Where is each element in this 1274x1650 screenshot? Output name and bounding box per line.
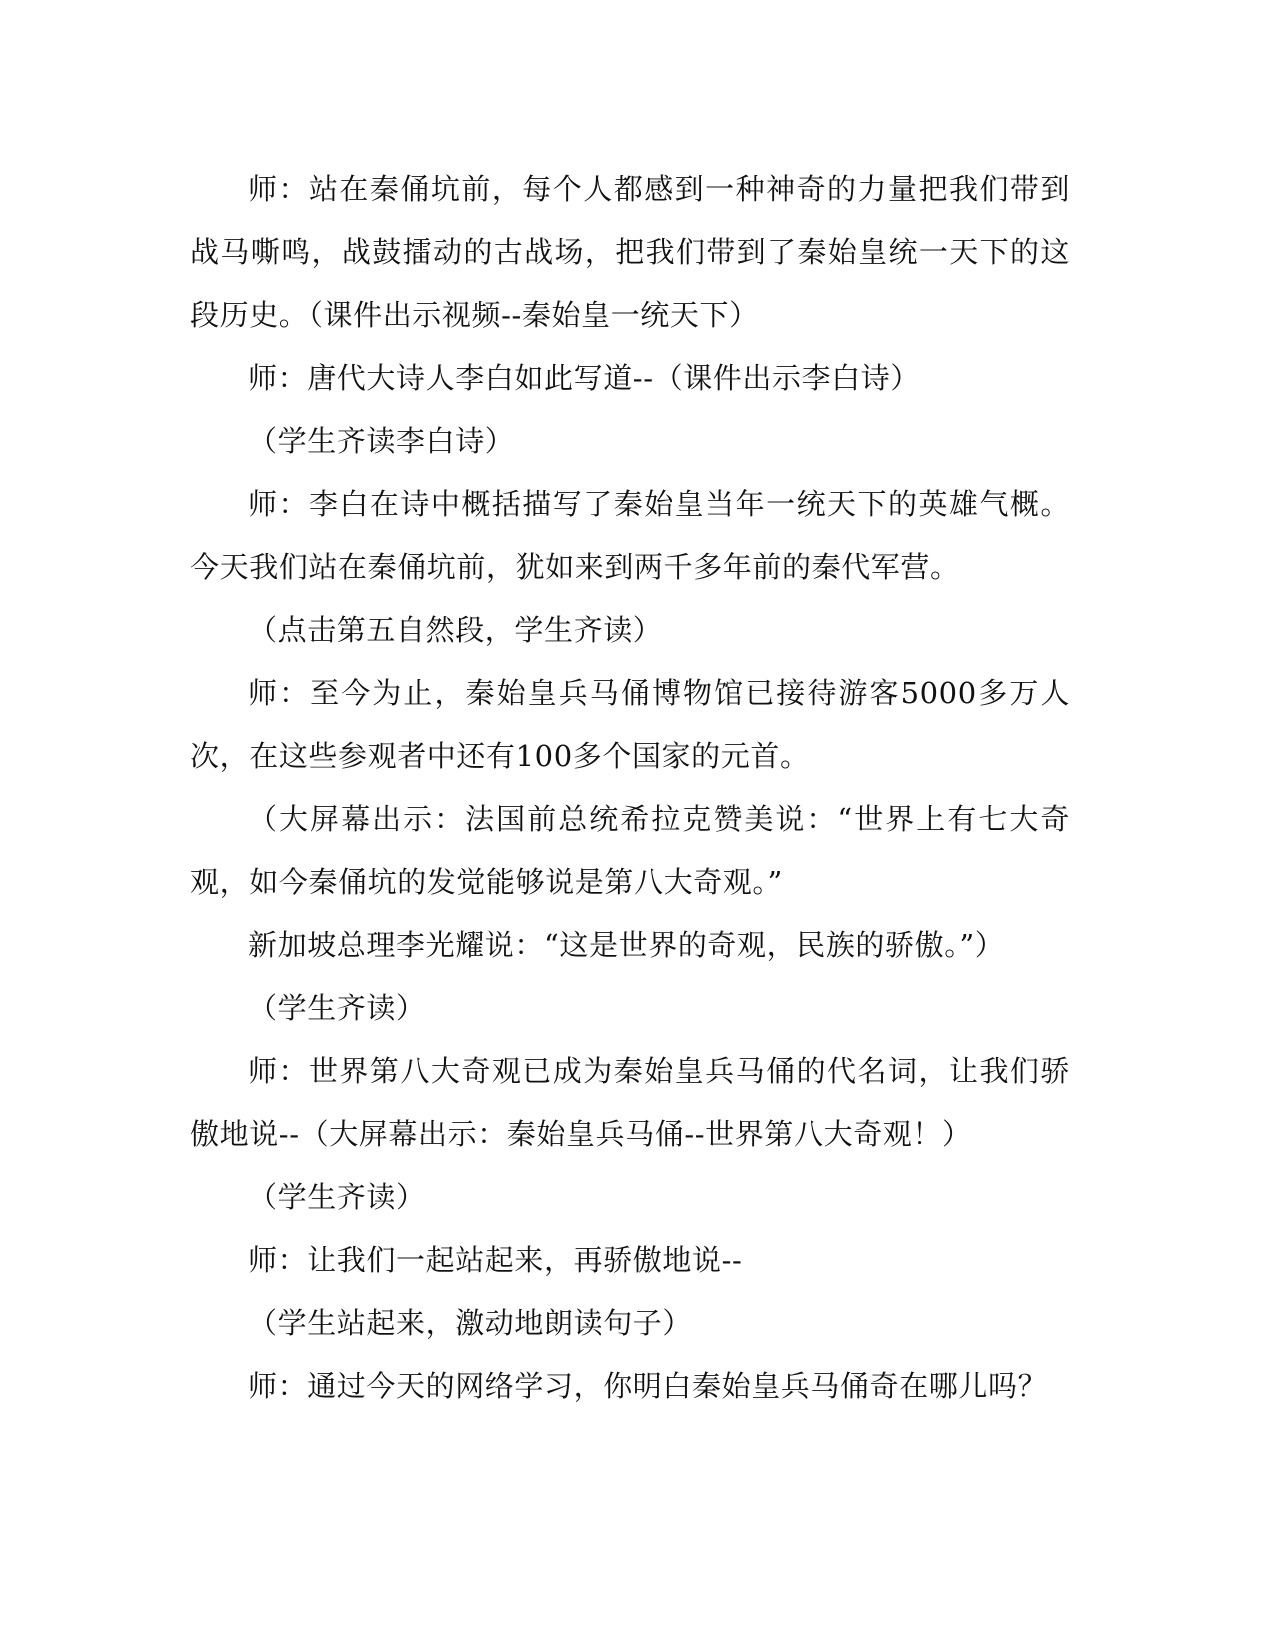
paragraph-8: 新加坡总理李光耀说：“这是世界的奇观，民族的骄傲。”）	[248, 928, 1005, 962]
paragraph-14: 师：通过今天的网络学习，你明白秦始皇兵马俑奇在哪儿吗？	[248, 1369, 1048, 1403]
paragraph-3: （学生齐读李白诗）	[248, 424, 515, 458]
document-body	[190, 158, 1070, 1418]
paragraph-1: 师：站在秦俑坑前，每个人都感到一种神奇的力量把我们带到战马嘶鸣，战鼓擂动的古战场，把我们带到了秦始皇统一天下的这段历史。（课件出示视频--秦始皇一统天下）	[190, 172, 1070, 332]
paragraph-2: 师：唐代大诗人李白如此写道--（课件出示李白诗）	[248, 361, 920, 395]
paragraph-11: （学生齐读）	[248, 1180, 426, 1214]
paragraph-5: （点击第五自然段，学生齐读）	[248, 613, 663, 647]
paragraph-9: （学生齐读）	[248, 991, 426, 1025]
paragraph-4: 师：李白在诗中概括描写了秦始皇当年一统天下的英雄气概。今天我们站在秦俑坑前，犹如来到两千多年前的秦代军营。	[190, 487, 1070, 584]
paragraph-10: 师：世界第八大奇观已成为秦始皇兵马俑的代名词，让我们骄傲地说--（大屏幕出示：秦始皇兵马俑--世界第八大奇观！）	[190, 1054, 1070, 1151]
paragraph-7: （大屏幕出示：法国前总统希拉克赞美说：“世界上有七大奇观，如今秦俑坑的发觉能够说是第八大奇观。”	[190, 802, 1070, 899]
paragraph-6: 师：至今为止，秦始皇兵马俑博物馆已接待游客5000多万人次，在这些参观者中还有100多个国家的元首。	[190, 676, 1070, 773]
paragraph-12: 师：让我们一起站起来，再骄傲地说--	[248, 1243, 743, 1277]
paragraph-13: （学生站起来，激动地朗读句子）	[248, 1306, 693, 1340]
